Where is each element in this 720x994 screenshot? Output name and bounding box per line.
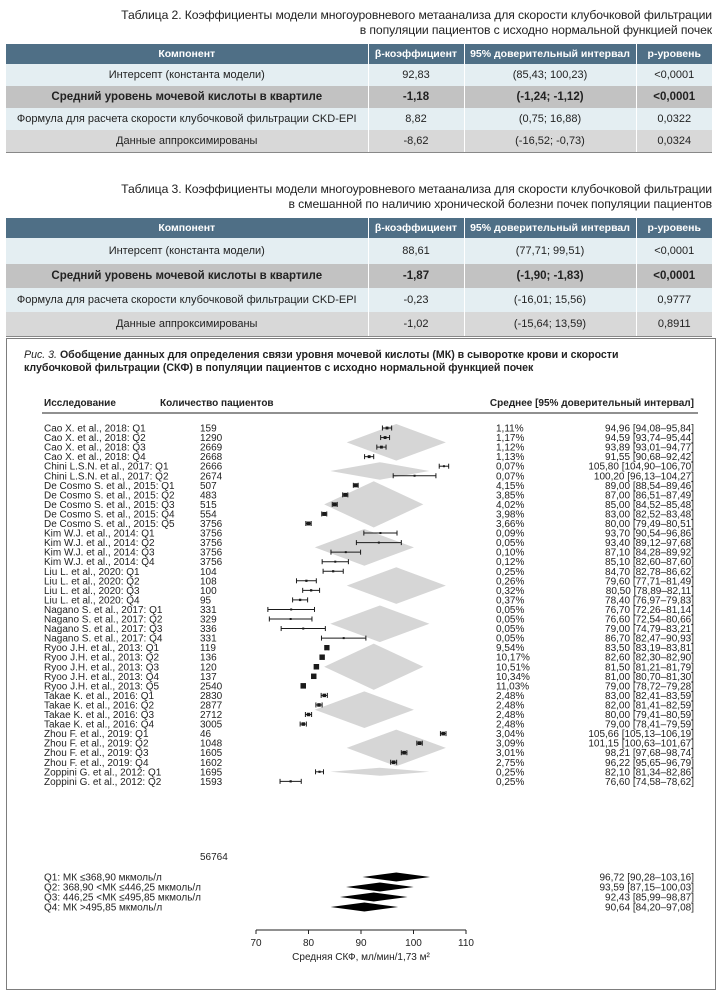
- table-cell-ci: (-15,64; 13,59): [464, 312, 636, 337]
- study-weight: 2,75%: [496, 757, 525, 769]
- study-weight: 0,12%: [496, 557, 525, 569]
- summary-ci: 90,64 [84,20–97,08]: [605, 902, 694, 914]
- summary-diamond: [340, 893, 408, 902]
- study-point: [290, 608, 292, 610]
- study-weight: 10,51%: [496, 662, 530, 674]
- study-point: [384, 436, 387, 439]
- study-weight: 0,25%: [496, 767, 525, 779]
- table-cell-beta: -8,62: [368, 130, 464, 153]
- summary-ci: 93,59 [87,15–100,03]: [599, 882, 694, 894]
- study-point: [380, 446, 383, 449]
- table-cell-component: Данные аппроксимированы: [6, 312, 368, 337]
- study-label: Ryoo J.H. et al., 2013: Q3: [44, 662, 160, 674]
- study-point: [322, 512, 326, 516]
- study-weight: 3,01%: [496, 748, 525, 760]
- group-shade-diamond: [330, 768, 429, 776]
- study-label: De Cosmo S. et al., 2015: Q4: [44, 509, 175, 521]
- study-label: Kim W.J. et al., 2014: Q1: [44, 528, 155, 540]
- study-ci: 94,96 [94,08–95,84]: [605, 423, 694, 435]
- study-weight: 0,25%: [496, 566, 525, 578]
- study-n: 104: [200, 566, 217, 578]
- study-ci: 82,00 [81,41–82,59]: [605, 700, 694, 712]
- study-n: 1048: [200, 738, 223, 750]
- group-shade-diamond: [315, 691, 414, 728]
- study-label: De Cosmo S. et al., 2015: Q5: [44, 519, 175, 530]
- study-weight: 2,48%: [496, 719, 525, 731]
- study-weight: 0,26%: [496, 576, 525, 588]
- study-weight: 10,34%: [496, 671, 530, 683]
- study-n: 2712: [200, 710, 223, 721]
- study-weight: 2,48%: [496, 690, 525, 702]
- study-ci: 82,60 [82,30–82,90]: [605, 652, 694, 664]
- study-label: Ryoo J.H. et al., 2013: Q5: [44, 681, 160, 693]
- study-n: 95: [200, 595, 212, 607]
- study-label: Nagano S. et al., 2017: Q4: [44, 633, 163, 645]
- study-weight: 0,25%: [496, 776, 525, 788]
- study-label: Takae K. et al., 2016: Q3: [44, 710, 155, 721]
- table-cell-beta: -0,23: [368, 288, 464, 312]
- x-tick-label: 90: [355, 938, 367, 949]
- study-weight: 0,10%: [496, 547, 525, 559]
- table-cell-component: Средний уровень мочевой кислоты в квартиле: [6, 264, 368, 288]
- table2-header-ci: 95% доверительный интервал: [464, 44, 636, 64]
- study-label: De Cosmo S. et al., 2015: Q1: [44, 480, 175, 492]
- study-ci: 79,00 [74,79–83,21]: [605, 624, 694, 636]
- x-tick-label: 100: [405, 938, 422, 949]
- study-label: Takae K. et al., 2016: Q4: [44, 719, 155, 731]
- table-cell-ci: (77,71; 99,51): [464, 238, 636, 264]
- table2-header-p: p-уровень: [636, 44, 712, 64]
- study-ci: 87,00 [86,51–87,49]: [605, 490, 694, 502]
- study-weight: 10,17%: [496, 652, 530, 664]
- study-point: [345, 551, 347, 553]
- study-label: Ryoo J.H. et al., 2013: Q4: [44, 671, 160, 683]
- study-label: Liu L. et al., 2020: Q3: [44, 585, 140, 597]
- study-weight: 3,85%: [496, 490, 525, 502]
- study-ci: 79,00 [78,41–79,59]: [605, 719, 694, 731]
- study-point: [368, 455, 371, 458]
- study-ci: 76,60 [72,54–80,66]: [605, 614, 694, 626]
- study-label: Liu L. et al., 2020: Q4: [44, 595, 140, 607]
- table-cell-component: Интерсепт (константа модели): [6, 64, 368, 86]
- table-cell-p: <0,0001: [636, 86, 712, 108]
- study-point: [318, 771, 320, 773]
- study-label: Zhou F. et al., 2019: Q1: [44, 729, 149, 741]
- study-weight: 4,02%: [496, 499, 525, 511]
- table2-header-component: Компонент: [6, 44, 368, 64]
- study-point: [290, 618, 292, 620]
- study-n: 2668: [200, 452, 223, 464]
- figure-caption-prefix: Рис. 3.: [24, 349, 57, 361]
- study-point: [418, 741, 422, 745]
- table-cell-ci: (-1,24; -1,12): [464, 86, 636, 108]
- study-ci: 84,70 [82,78–86,62]: [605, 566, 694, 578]
- study-n: 336: [200, 624, 217, 636]
- table3-header-ci: 95% доверительный интервал: [464, 218, 636, 238]
- study-n: 1593: [200, 776, 223, 788]
- study-n: 2669: [200, 442, 223, 454]
- study-weight: 3,66%: [496, 519, 525, 530]
- study-weight: 4,15%: [496, 480, 525, 492]
- study-point: [290, 780, 292, 782]
- study-n: 137: [200, 671, 217, 683]
- table-cell-component: Формула для расчета скорости клубочковой фильтрации CKD-EPI: [6, 288, 368, 312]
- study-n: 100: [200, 585, 217, 597]
- study-label: Chini L.S.N. et al., 2017: Q2: [44, 471, 169, 483]
- study-n: 136: [200, 652, 217, 664]
- study-point: [443, 465, 445, 467]
- study-label: Nagano S. et al., 2017: Q2: [44, 614, 163, 626]
- study-label: Zhou F. et al., 2019: Q4: [44, 757, 149, 769]
- study-label: De Cosmo S. et al., 2015: Q3: [44, 499, 175, 511]
- group-shade-diamond: [347, 424, 446, 461]
- study-weight: 0,37%: [496, 595, 525, 607]
- study-n: 159: [200, 423, 217, 435]
- study-point: [378, 542, 380, 544]
- table-cell-p: 0,0324: [636, 130, 712, 153]
- study-weight: 11,03%: [496, 681, 530, 693]
- summary-ci: 92,43 [85,99–98,87]: [605, 892, 694, 904]
- study-weight: 3,98%: [496, 509, 525, 521]
- study-ci: 85,10 [82,60–87,60]: [605, 557, 694, 569]
- study-point: [386, 427, 389, 430]
- group-shade-diamond: [330, 462, 429, 480]
- study-ci: 83,50 [83,19–83,81]: [605, 643, 694, 655]
- header-study: Исследование: [44, 398, 116, 409]
- group-shade-diamond: [324, 644, 423, 690]
- study-ci: 81,00 [80,70–81,30]: [605, 671, 694, 683]
- study-ci: 83,00 [82,52–83,48]: [605, 509, 694, 521]
- study-weight: 9,54%: [496, 643, 525, 655]
- summary-label: Q1: МК ≤368,90 мкмоль/л: [44, 872, 162, 884]
- study-ci: 100,20 [96,13–104,27]: [593, 471, 694, 483]
- study-weight: 0,05%: [496, 624, 525, 636]
- study-point: [302, 722, 305, 725]
- study-n: 3756: [200, 538, 223, 550]
- study-weight: 0,07%: [496, 471, 525, 483]
- study-ci: 93,40 [89,12–97,68]: [605, 538, 694, 550]
- study-n: 554: [200, 509, 217, 521]
- study-weight: 0,05%: [496, 633, 525, 645]
- study-weight: 3,09%: [496, 738, 525, 750]
- study-n: 331: [200, 633, 217, 645]
- summary-diamond: [362, 873, 430, 882]
- study-ci: 89,00 [88,54–89,46]: [605, 480, 694, 492]
- study-point: [334, 561, 336, 563]
- summary-diamond: [346, 883, 414, 892]
- table3-header-p: p-уровень: [636, 218, 712, 238]
- table-cell-component: Средний уровень мочевой кислоты в квартиле: [6, 86, 368, 108]
- study-n: 1605: [200, 748, 223, 760]
- study-label: Zoppini G. et al., 2012: Q2: [44, 776, 162, 788]
- header-patients: Количество пациентов: [160, 398, 274, 409]
- study-weight: 1,17%: [496, 433, 525, 445]
- study-label: Takae K. et al., 2016: Q2: [44, 700, 155, 712]
- summary-diamond: [331, 903, 399, 912]
- study-ci: 79,60 [77,71–81,49]: [605, 576, 694, 588]
- study-n: 2877: [200, 700, 223, 712]
- study-ci: 86,70 [82,47–90,93]: [605, 633, 694, 645]
- study-weight: 0,05%: [496, 604, 525, 616]
- study-n: 2666: [200, 461, 223, 473]
- study-label: Nagano S. et al., 2017: Q3: [44, 624, 163, 636]
- table-cell-p: <0,0001: [636, 264, 712, 288]
- study-label: De Cosmo S. et al., 2015: Q2: [44, 490, 175, 502]
- study-weight: 0,32%: [496, 585, 525, 597]
- table-cell-ci: (85,43; 100,23): [464, 64, 636, 86]
- study-label: Liu L. et al., 2020: Q2: [44, 576, 140, 588]
- table-cell-beta: -1,87: [368, 264, 464, 288]
- study-label: Liu L. et al., 2020: Q1: [44, 566, 140, 578]
- study-ci: 91,55 [90,68–92,42]: [605, 452, 694, 464]
- study-label: Cao X. et al., 2018: Q2: [44, 433, 146, 445]
- study-ci: 76,70 [72,26–81,14]: [605, 604, 694, 616]
- study-weight: 0,05%: [496, 538, 525, 550]
- study-ci: 101,15 [100,63–101,67]: [588, 738, 694, 750]
- table2-caption-line1: Таблица 2. Коэффициенты модели многоуровневого метаанализа для скорости клубочковой фильтрации: [121, 8, 712, 22]
- study-label: Cao X. et al., 2018: Q1: [44, 423, 146, 435]
- study-ci: 81,50 [81,21–81,79]: [605, 662, 694, 674]
- study-weight: 1,13%: [496, 452, 525, 464]
- study-n: 120: [200, 662, 217, 674]
- x-tick-label: 70: [250, 938, 262, 949]
- study-point: [314, 664, 319, 669]
- table-cell-beta: -1,02: [368, 312, 464, 337]
- study-n: 108: [200, 576, 217, 588]
- study-n: 483: [200, 490, 217, 502]
- table-cell-p: 0,9777: [636, 288, 712, 312]
- table3-caption-line1: Таблица 3. Коэффициенты модели многоуровневого метаанализа для скорости клубочковой фильтрации: [121, 182, 712, 196]
- study-label: Cao X. et al., 2018: Q3: [44, 442, 146, 454]
- study-label: Zhou F. et al., 2019: Q3: [44, 748, 149, 760]
- study-label: Takae K. et al., 2016: Q1: [44, 690, 155, 702]
- header-mean-ci: Среднее [95% доверительный интервал]: [489, 398, 694, 409]
- study-n: 3005: [200, 719, 223, 731]
- study-point: [305, 580, 307, 582]
- study-point: [319, 654, 324, 659]
- study-weight: 2,48%: [496, 710, 525, 721]
- table-cell-ci: (-16,52; -0,73): [464, 130, 636, 153]
- study-n: 1290: [200, 433, 223, 445]
- study-ci: 80,00 [79,49–80,51]: [605, 519, 694, 530]
- study-label: Zoppini G. et al., 2012: Q1: [44, 767, 162, 779]
- study-point: [323, 694, 326, 697]
- study-point: [307, 522, 311, 526]
- summary-label: Q2: 368,90 <МК ≤446,25 мкмоль/л: [44, 882, 202, 894]
- study-point: [310, 589, 312, 591]
- study-point: [324, 645, 329, 650]
- group-shade-diamond: [324, 481, 423, 527]
- table-cell-beta: -1,18: [368, 86, 464, 108]
- study-weight: 0,05%: [496, 614, 525, 626]
- study-n: 1695: [200, 767, 223, 779]
- study-ci: 82,10 [81,34–82,86]: [605, 767, 694, 779]
- study-label: Kim W.J. et al., 2014: Q2: [44, 538, 155, 550]
- study-ci: 87,10 [84,28–89,92]: [605, 547, 694, 559]
- study-n: 46: [200, 729, 212, 741]
- table-cell-component: Данные аппроксимированы: [6, 130, 368, 153]
- study-point: [307, 713, 310, 716]
- table-cell-beta: 92,83: [368, 64, 464, 86]
- study-weight: 1,11%: [496, 423, 524, 435]
- figure-caption-line2: клубочковой фильтрации (СКФ) в популяции пациентов с исходно нормальной функцией почек: [24, 362, 534, 374]
- group-shade-diamond: [330, 605, 429, 642]
- table-cell-p: 0,8911: [636, 312, 712, 337]
- group-shade-diamond: [315, 529, 414, 566]
- study-point: [402, 751, 406, 755]
- study-weight: 0,07%: [496, 461, 525, 473]
- study-ci: 94,59 [93,74–95,44]: [605, 433, 694, 445]
- study-ci: 79,00 [78,72–79,28]: [605, 681, 694, 693]
- study-n: 2830: [200, 690, 223, 702]
- study-point: [414, 475, 416, 477]
- study-point: [301, 683, 307, 689]
- study-n: 2540: [200, 681, 223, 693]
- study-ci: 83,00 [82,41–83,59]: [605, 690, 694, 702]
- study-label: Ryoo J.H. et al., 2013: Q2: [44, 652, 160, 664]
- study-n: 3756: [200, 519, 223, 530]
- study-n: 2674: [200, 471, 223, 483]
- study-n: 3756: [200, 557, 223, 569]
- table-cell-component: Формула для расчета скорости клубочковой фильтрации CKD-EPI: [6, 108, 368, 130]
- study-ci: 105,66 [105,13–106,19]: [588, 729, 694, 741]
- study-label: Kim W.J. et al., 2014: Q3: [44, 547, 155, 559]
- study-weight: 1,12%: [496, 442, 525, 454]
- study-label: Chini L.S.N. et al., 2017: Q1: [44, 461, 169, 473]
- table-cell-ci: (-16,01; 15,56): [464, 288, 636, 312]
- x-tick-label: 110: [458, 938, 474, 949]
- study-n: 1602: [200, 757, 223, 769]
- study-point: [343, 637, 345, 639]
- study-point: [379, 532, 381, 534]
- table-cell-beta: 88,61: [368, 238, 464, 264]
- table-cell-p: 0,0322: [636, 108, 712, 130]
- table-cell-p: <0,0001: [636, 238, 712, 264]
- study-ci: 93,70 [90,54–96,86]: [605, 528, 694, 540]
- study-point: [333, 502, 337, 506]
- study-point: [441, 732, 445, 736]
- study-label: Nagano S. et al., 2017: Q1: [44, 604, 163, 616]
- study-weight: 2,48%: [496, 700, 525, 712]
- study-point: [354, 483, 358, 487]
- table-cell-p: <0,0001: [636, 64, 712, 86]
- table3-caption-line2: в смешанной по наличию хронической болезни почек популяции пациентов: [288, 197, 712, 211]
- study-point: [317, 703, 320, 706]
- study-ci: 80,00 [79,41–80,59]: [605, 710, 694, 721]
- study-point: [343, 493, 347, 497]
- study-n: 3756: [200, 547, 223, 559]
- table-cell-component: Интерсепт (константа модели): [6, 238, 368, 264]
- study-point: [311, 674, 316, 679]
- table-cell-beta: 8,82: [368, 108, 464, 130]
- figure-caption-line1: Обобщение данных для определения связи уровня мочевой кислоты (МК) в сыворотке крови и скорости: [59, 349, 619, 361]
- study-label: Cao X. et al., 2018: Q4: [44, 452, 146, 464]
- total-patients: 56764: [200, 852, 228, 863]
- study-label: Zhou F. et al., 2019: Q2: [44, 738, 149, 750]
- study-point: [392, 760, 396, 764]
- table2-header-beta: β-коэффициент: [368, 44, 464, 64]
- study-label: Kim W.J. et al., 2014: Q4: [44, 557, 155, 569]
- study-ci: 85,00 [84,52–85,48]: [605, 499, 694, 511]
- table3-header-component: Компонент: [6, 218, 368, 238]
- study-ci: 78,40 [76,97–79,83]: [605, 595, 694, 607]
- group-shade-diamond: [347, 567, 446, 604]
- study-point: [332, 570, 334, 572]
- study-ci: 76,60 [74,58–78,62]: [605, 776, 694, 788]
- study-ci: 93,89 [93,01–94,77]: [605, 442, 694, 454]
- study-n: 331: [200, 604, 217, 616]
- study-n: 515: [200, 499, 217, 511]
- study-point: [302, 628, 304, 630]
- study-ci: 98,21 [97,68–98,74]: [605, 748, 694, 760]
- study-ci: 105,80 [104,90–106,70]: [588, 461, 694, 473]
- study-weight: 0,09%: [496, 528, 525, 540]
- study-weight: 3,04%: [496, 729, 525, 741]
- study-n: 3756: [200, 528, 223, 540]
- x-tick-label: 80: [302, 938, 315, 949]
- summary-ci: 96,72 [90,28–103,16]: [599, 872, 694, 884]
- study-label: Ryoo J.H. et al., 2013: Q1: [44, 643, 160, 655]
- study-n: 329: [200, 614, 217, 626]
- study-n: 119: [200, 643, 216, 655]
- summary-label: Q3: 446,25 <МК ≤495,85 мкмоль/л: [44, 892, 202, 904]
- table3-header-beta: β-коэффициент: [368, 218, 464, 238]
- table-cell-ci: (-1,90; -1,83): [464, 264, 636, 288]
- summary-label: Q4: МК >495,85 мкмоль/л: [44, 902, 163, 914]
- x-axis-label: Средняя СКФ, мл/мин/1,73 м²: [292, 952, 430, 963]
- study-n: 507: [200, 480, 217, 492]
- table-cell-ci: (0,75; 16,88): [464, 108, 636, 130]
- study-ci: 80,50 [78,89–82,11]: [605, 585, 694, 597]
- table2-caption-line2: в популяции пациентов с исходно нормальной функцией почек: [359, 23, 712, 37]
- study-point: [299, 599, 301, 601]
- study-ci: 96,22 [95,65–96,79]: [605, 757, 694, 769]
